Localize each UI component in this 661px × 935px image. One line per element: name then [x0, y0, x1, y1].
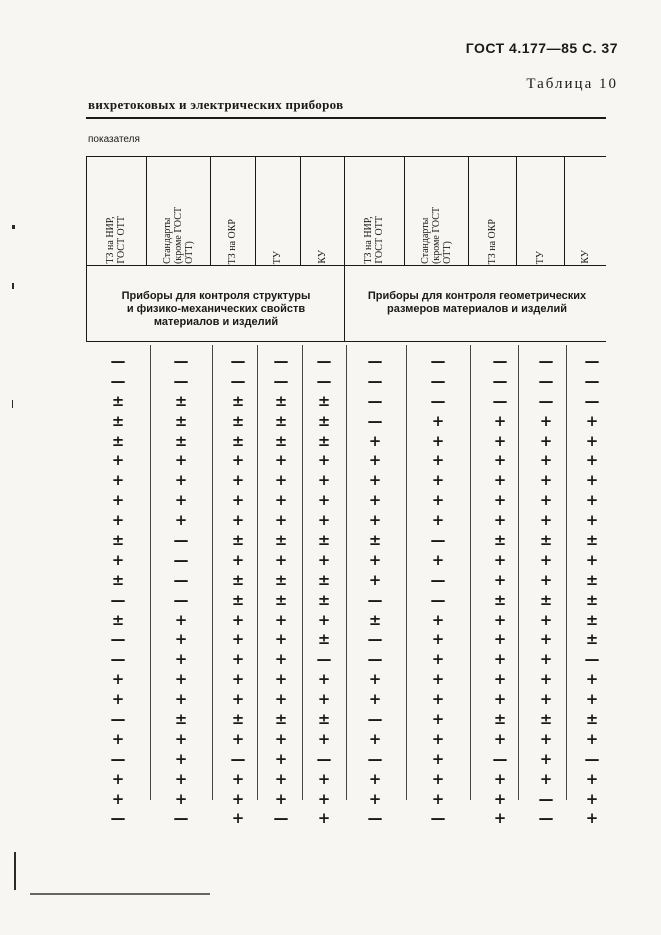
table-cell: +: [317, 550, 331, 569]
table-cell: +: [431, 550, 445, 569]
table-cell: ±: [274, 531, 288, 550]
table-cell: —: [430, 590, 446, 609]
table-cell: ±: [585, 710, 599, 729]
table-cell: +: [431, 630, 445, 649]
table-cell: +: [317, 809, 331, 828]
table-cell: +: [174, 491, 188, 510]
table-cell: ±: [274, 710, 288, 729]
table-cell: +: [274, 749, 288, 768]
table-cell: +: [368, 570, 382, 589]
document-header-gost: ГОСТ 4.177—85 С. 37: [465, 40, 618, 56]
table-cell: ±: [368, 610, 382, 629]
table-cell: ±: [111, 610, 125, 629]
table-cell: ±: [317, 570, 331, 589]
table-cell: —: [173, 531, 189, 550]
table-cell: —: [173, 550, 189, 569]
table-cell: +: [174, 650, 188, 669]
table-cell: +: [493, 491, 507, 510]
table-cell: +: [539, 431, 553, 450]
column-header: Стандарты (кроме ГОСТ ОТТ): [161, 207, 195, 264]
table-cell: ±: [317, 431, 331, 450]
table-cell: +: [431, 451, 445, 470]
table-cell: —: [273, 371, 289, 390]
table-cell: +: [539, 411, 553, 430]
table-cell: +: [493, 650, 507, 669]
table-cell: +: [231, 630, 245, 649]
table-cell: +: [317, 670, 331, 689]
table-cell: —: [173, 590, 189, 609]
table-cell: ±: [585, 630, 599, 649]
table-cell: —: [584, 352, 600, 370]
table-column: [416, 352, 460, 829]
table-cell: +: [231, 690, 245, 709]
table-cell: +: [274, 650, 288, 669]
table-cell: +: [493, 789, 507, 808]
table-cell: +: [368, 451, 382, 470]
body-divider: [257, 345, 258, 800]
table-cell: +: [493, 570, 507, 589]
column-header: ТУ: [272, 250, 283, 264]
table-cell: +: [493, 610, 507, 629]
table-cell: ±: [274, 590, 288, 609]
table-cell: +: [585, 809, 599, 828]
table-cell: +: [174, 630, 188, 649]
table-cell: —: [367, 809, 383, 828]
table-cell: ±: [231, 570, 245, 589]
table-cell: —: [492, 749, 508, 768]
table-cell: —: [173, 371, 189, 390]
table-cell: —: [538, 789, 554, 808]
table-cell: —: [316, 749, 332, 768]
table-cell: —: [430, 570, 446, 589]
table-cell: —: [367, 391, 383, 410]
table-cell: ±: [274, 391, 288, 410]
table-cell: —: [538, 391, 554, 410]
table-cell: —: [430, 352, 446, 370]
table-cell: +: [174, 511, 188, 530]
body-divider: [150, 345, 151, 800]
table-cell: —: [430, 809, 446, 828]
group-header-bottom-rule: [86, 341, 606, 342]
table-cell: +: [368, 431, 382, 450]
table-column: [353, 352, 397, 829]
scan-mark: [12, 400, 13, 408]
column-header: КУ: [316, 250, 328, 264]
table-cell: +: [174, 670, 188, 689]
table-cell: +: [274, 729, 288, 748]
table-cell: ±: [317, 710, 331, 729]
table-cell: +: [539, 749, 553, 768]
table-cell: +: [317, 451, 331, 470]
body-divider: [470, 345, 471, 800]
table-cell: +: [431, 491, 445, 510]
scan-mark: [12, 283, 14, 289]
table-cell: —: [316, 352, 332, 370]
table-cell: +: [368, 690, 382, 709]
table-cell: —: [230, 371, 246, 390]
table-cell: +: [274, 690, 288, 709]
table-cell: +: [585, 670, 599, 689]
table-cell: +: [539, 670, 553, 689]
table-cell: ±: [274, 570, 288, 589]
table-cell: ±: [585, 531, 599, 550]
table-cell: +: [231, 550, 245, 569]
table-column: [259, 352, 303, 829]
body-divider: [346, 345, 347, 800]
table-cell: —: [367, 650, 383, 669]
table-cell: ±: [231, 391, 245, 410]
table-cell: ±: [111, 531, 125, 550]
table-cell: +: [274, 670, 288, 689]
table-cell: —: [273, 809, 289, 828]
table-cell: ±: [231, 531, 245, 550]
table-cell: ±: [539, 531, 553, 550]
table-cell: +: [368, 729, 382, 748]
table-cell: +: [585, 451, 599, 470]
table-cell: +: [274, 491, 288, 510]
table-cell: ±: [585, 590, 599, 609]
table-cell: +: [274, 789, 288, 808]
column-header: ТУ: [534, 250, 546, 264]
table-cell: +: [111, 769, 125, 788]
table-cell: —: [492, 371, 508, 390]
table-cell: —: [110, 590, 126, 609]
table-cell: +: [493, 630, 507, 649]
table-cell: —: [538, 371, 554, 390]
table-cell: ±: [111, 431, 125, 450]
table-cell: +: [585, 431, 599, 450]
table-column: [524, 352, 568, 829]
scan-mark: [30, 893, 210, 895]
table-cell: +: [231, 729, 245, 748]
table-cell: +: [493, 431, 507, 450]
table-cell: +: [585, 729, 599, 748]
table-cell: +: [368, 789, 382, 808]
table-cell: —: [538, 809, 554, 828]
table-cell: +: [431, 471, 445, 490]
table-cell: +: [431, 710, 445, 729]
table-cell: +: [539, 729, 553, 748]
table-cell: +: [274, 610, 288, 629]
table-cell: +: [493, 471, 507, 490]
table-column: [570, 352, 614, 829]
table-cell: ±: [174, 710, 188, 729]
table-cell: +: [368, 769, 382, 788]
table-cell: ±: [317, 531, 331, 550]
table-cell: +: [368, 670, 382, 689]
table-cell: +: [431, 650, 445, 669]
table-cell: +: [539, 690, 553, 709]
table-cell: +: [493, 769, 507, 788]
table-cell: ±: [317, 630, 331, 649]
table-cell: +: [368, 550, 382, 569]
table-cell: +: [317, 471, 331, 490]
group-header-structure: Приборы для контроля структуры и физико-механических свойств материалов и изделий: [121, 290, 311, 328]
table-cell: ±: [174, 391, 188, 410]
table-cell: ±: [317, 411, 331, 430]
table-cell: ±: [111, 411, 125, 430]
scan-mark: [14, 852, 16, 890]
table-cell: ±: [493, 531, 507, 550]
table-cell: +: [431, 769, 445, 788]
header-separator-rule: [86, 156, 606, 157]
table-cell: +: [431, 789, 445, 808]
table-column: [302, 352, 346, 829]
table-cell: ±: [317, 590, 331, 609]
table-cell: —: [584, 749, 600, 768]
table-cell: +: [111, 471, 125, 490]
table-cell: +: [585, 550, 599, 569]
table-cell: ±: [111, 391, 125, 410]
table-cell: +: [274, 511, 288, 530]
table-cell: ±: [539, 710, 553, 729]
table-cell: +: [585, 491, 599, 510]
table-cell: +: [493, 451, 507, 470]
table-cell: +: [585, 789, 599, 808]
table-cell: +: [174, 690, 188, 709]
table-cell: ±: [111, 570, 125, 589]
table-number-label: Таблица 10: [526, 76, 618, 92]
table-cell: —: [110, 710, 126, 729]
table-cell: +: [317, 610, 331, 629]
table-cell: —: [173, 352, 189, 370]
table-cell: +: [317, 789, 331, 808]
table-cell: —: [367, 411, 383, 430]
table-cell: —: [492, 352, 508, 370]
column-header: ТЗ на НИР, ГОСТ ОТТ: [363, 216, 385, 264]
table-column: [96, 352, 140, 829]
table-cell: ±: [317, 391, 331, 410]
table-cell: —: [367, 352, 383, 370]
table-cell: +: [539, 570, 553, 589]
table-cell: +: [539, 650, 553, 669]
table-cell: +: [539, 550, 553, 569]
table-cell: +: [111, 789, 125, 808]
table-cell: —: [584, 371, 600, 390]
table-cell: +: [317, 769, 331, 788]
table-cell: ±: [174, 431, 188, 450]
table-cell: +: [174, 471, 188, 490]
table-cell: +: [111, 729, 125, 748]
table-cell: ±: [274, 411, 288, 430]
table-cell: +: [231, 650, 245, 669]
table-cell: +: [431, 690, 445, 709]
table-cell: +: [274, 451, 288, 470]
table-cell: +: [231, 789, 245, 808]
table-column: [478, 352, 522, 829]
table-subtitle: вихретоковых и электрических приборов: [88, 97, 344, 112]
table-cell: —: [538, 352, 554, 370]
table-cell: +: [539, 769, 553, 788]
table-cell: +: [493, 670, 507, 689]
table-cell: +: [493, 729, 507, 748]
table-cell: —: [110, 352, 126, 370]
table-cell: —: [367, 749, 383, 768]
column-header: ТЗ на ОКР: [227, 218, 238, 264]
table-cell: +: [231, 471, 245, 490]
body-divider: [566, 345, 567, 800]
table-cell: ±: [231, 431, 245, 450]
table-cell: ±: [174, 411, 188, 430]
table-cell: +: [431, 411, 445, 430]
column-header: КУ: [579, 250, 591, 264]
table-cell: ±: [368, 531, 382, 550]
table-cell: —: [173, 570, 189, 589]
table-cell: +: [539, 630, 553, 649]
table-cell: +: [317, 729, 331, 748]
table-cell: ±: [274, 431, 288, 450]
table-cell: —: [110, 749, 126, 768]
table-cell: ±: [231, 710, 245, 729]
table-cell: +: [431, 610, 445, 629]
table-cell: +: [539, 451, 553, 470]
table-cell: —: [110, 809, 126, 828]
table-cell: +: [111, 670, 125, 689]
table-cell: +: [431, 511, 445, 530]
table-cell: ±: [585, 610, 599, 629]
table-cell: —: [367, 590, 383, 609]
column-header-bottom-rule: [86, 265, 606, 266]
column-header: ТЗ на ОКР: [486, 218, 498, 264]
table-cell: —: [173, 809, 189, 828]
table-cell: —: [367, 710, 383, 729]
scan-mark: [12, 225, 15, 229]
table-cell: +: [493, 690, 507, 709]
table-cell: +: [174, 749, 188, 768]
table-cell: +: [431, 431, 445, 450]
table-cell: +: [111, 550, 125, 569]
table-cell: +: [368, 511, 382, 530]
table-cell: —: [273, 352, 289, 370]
table-cell: +: [585, 411, 599, 430]
table-cell: +: [539, 610, 553, 629]
table-cell: —: [316, 650, 332, 669]
table-cell: +: [431, 749, 445, 768]
table-cell: +: [231, 451, 245, 470]
indicators-header-label: показателя: [88, 134, 140, 145]
table-cell: +: [274, 630, 288, 649]
table-cell: —: [367, 371, 383, 390]
table-cell: +: [111, 511, 125, 530]
table-cell: +: [174, 451, 188, 470]
table-cell: —: [430, 371, 446, 390]
table-cell: +: [317, 511, 331, 530]
table-cell: —: [110, 630, 126, 649]
table-cell: —: [430, 531, 446, 550]
table-cell: +: [585, 471, 599, 490]
table-cell: +: [317, 690, 331, 709]
body-divider: [212, 345, 213, 800]
table-cell: ±: [231, 411, 245, 430]
table-cell: —: [584, 391, 600, 410]
table-cell: +: [431, 729, 445, 748]
table-cell: +: [539, 471, 553, 490]
table-cell: —: [230, 749, 246, 768]
group-header-geometry: Приборы для контроля геометрических размеров материалов и изделий: [367, 290, 587, 315]
table-cell: +: [493, 809, 507, 828]
table-cell: +: [174, 610, 188, 629]
table-cell: +: [493, 550, 507, 569]
table-cell: —: [316, 371, 332, 390]
table-column: [216, 352, 260, 829]
table-column: [159, 352, 203, 829]
table-cell: —: [430, 391, 446, 410]
table-cell: +: [368, 491, 382, 510]
table-cell: +: [274, 550, 288, 569]
body-divider: [302, 345, 303, 800]
table-top-rule: [86, 117, 606, 119]
column-header: ТЗ на НИР, ГОСТ ОТТ: [105, 216, 127, 264]
table-cell: +: [274, 769, 288, 788]
table-cell: +: [585, 690, 599, 709]
table-cell: +: [111, 690, 125, 709]
table-cell: +: [539, 491, 553, 510]
table-cell: —: [584, 650, 600, 669]
table-cell: +: [231, 769, 245, 788]
table-cell: +: [585, 769, 599, 788]
table-cell: +: [493, 411, 507, 430]
table-cell: —: [110, 650, 126, 669]
table-cell: —: [492, 391, 508, 410]
table-cell: +: [111, 491, 125, 510]
table-cell: ±: [585, 570, 599, 589]
table-cell: ±: [539, 590, 553, 609]
table-cell: —: [110, 371, 126, 390]
table-cell: +: [231, 610, 245, 629]
table-cell: +: [317, 491, 331, 510]
table-cell: +: [231, 670, 245, 689]
table-cell: +: [174, 789, 188, 808]
table-cell: +: [274, 471, 288, 490]
table-cell: +: [431, 670, 445, 689]
table-cell: +: [174, 729, 188, 748]
body-divider: [406, 345, 407, 800]
table-cell: —: [367, 630, 383, 649]
table-cell: +: [231, 809, 245, 828]
table-cell: +: [231, 511, 245, 530]
table-cell: +: [539, 511, 553, 530]
table-cell: +: [368, 471, 382, 490]
table-cell: +: [231, 491, 245, 510]
table-cell: +: [111, 451, 125, 470]
table-cell: +: [174, 769, 188, 788]
table-cell: ±: [231, 590, 245, 609]
column-header: Стандарты (кроме ГОСТ ОТТ): [419, 207, 453, 264]
table-cell: ±: [493, 590, 507, 609]
body-divider: [518, 345, 519, 800]
table-cell: —: [230, 352, 246, 370]
table-cell: ±: [493, 710, 507, 729]
table-cell: +: [493, 511, 507, 530]
table-cell: +: [585, 511, 599, 530]
